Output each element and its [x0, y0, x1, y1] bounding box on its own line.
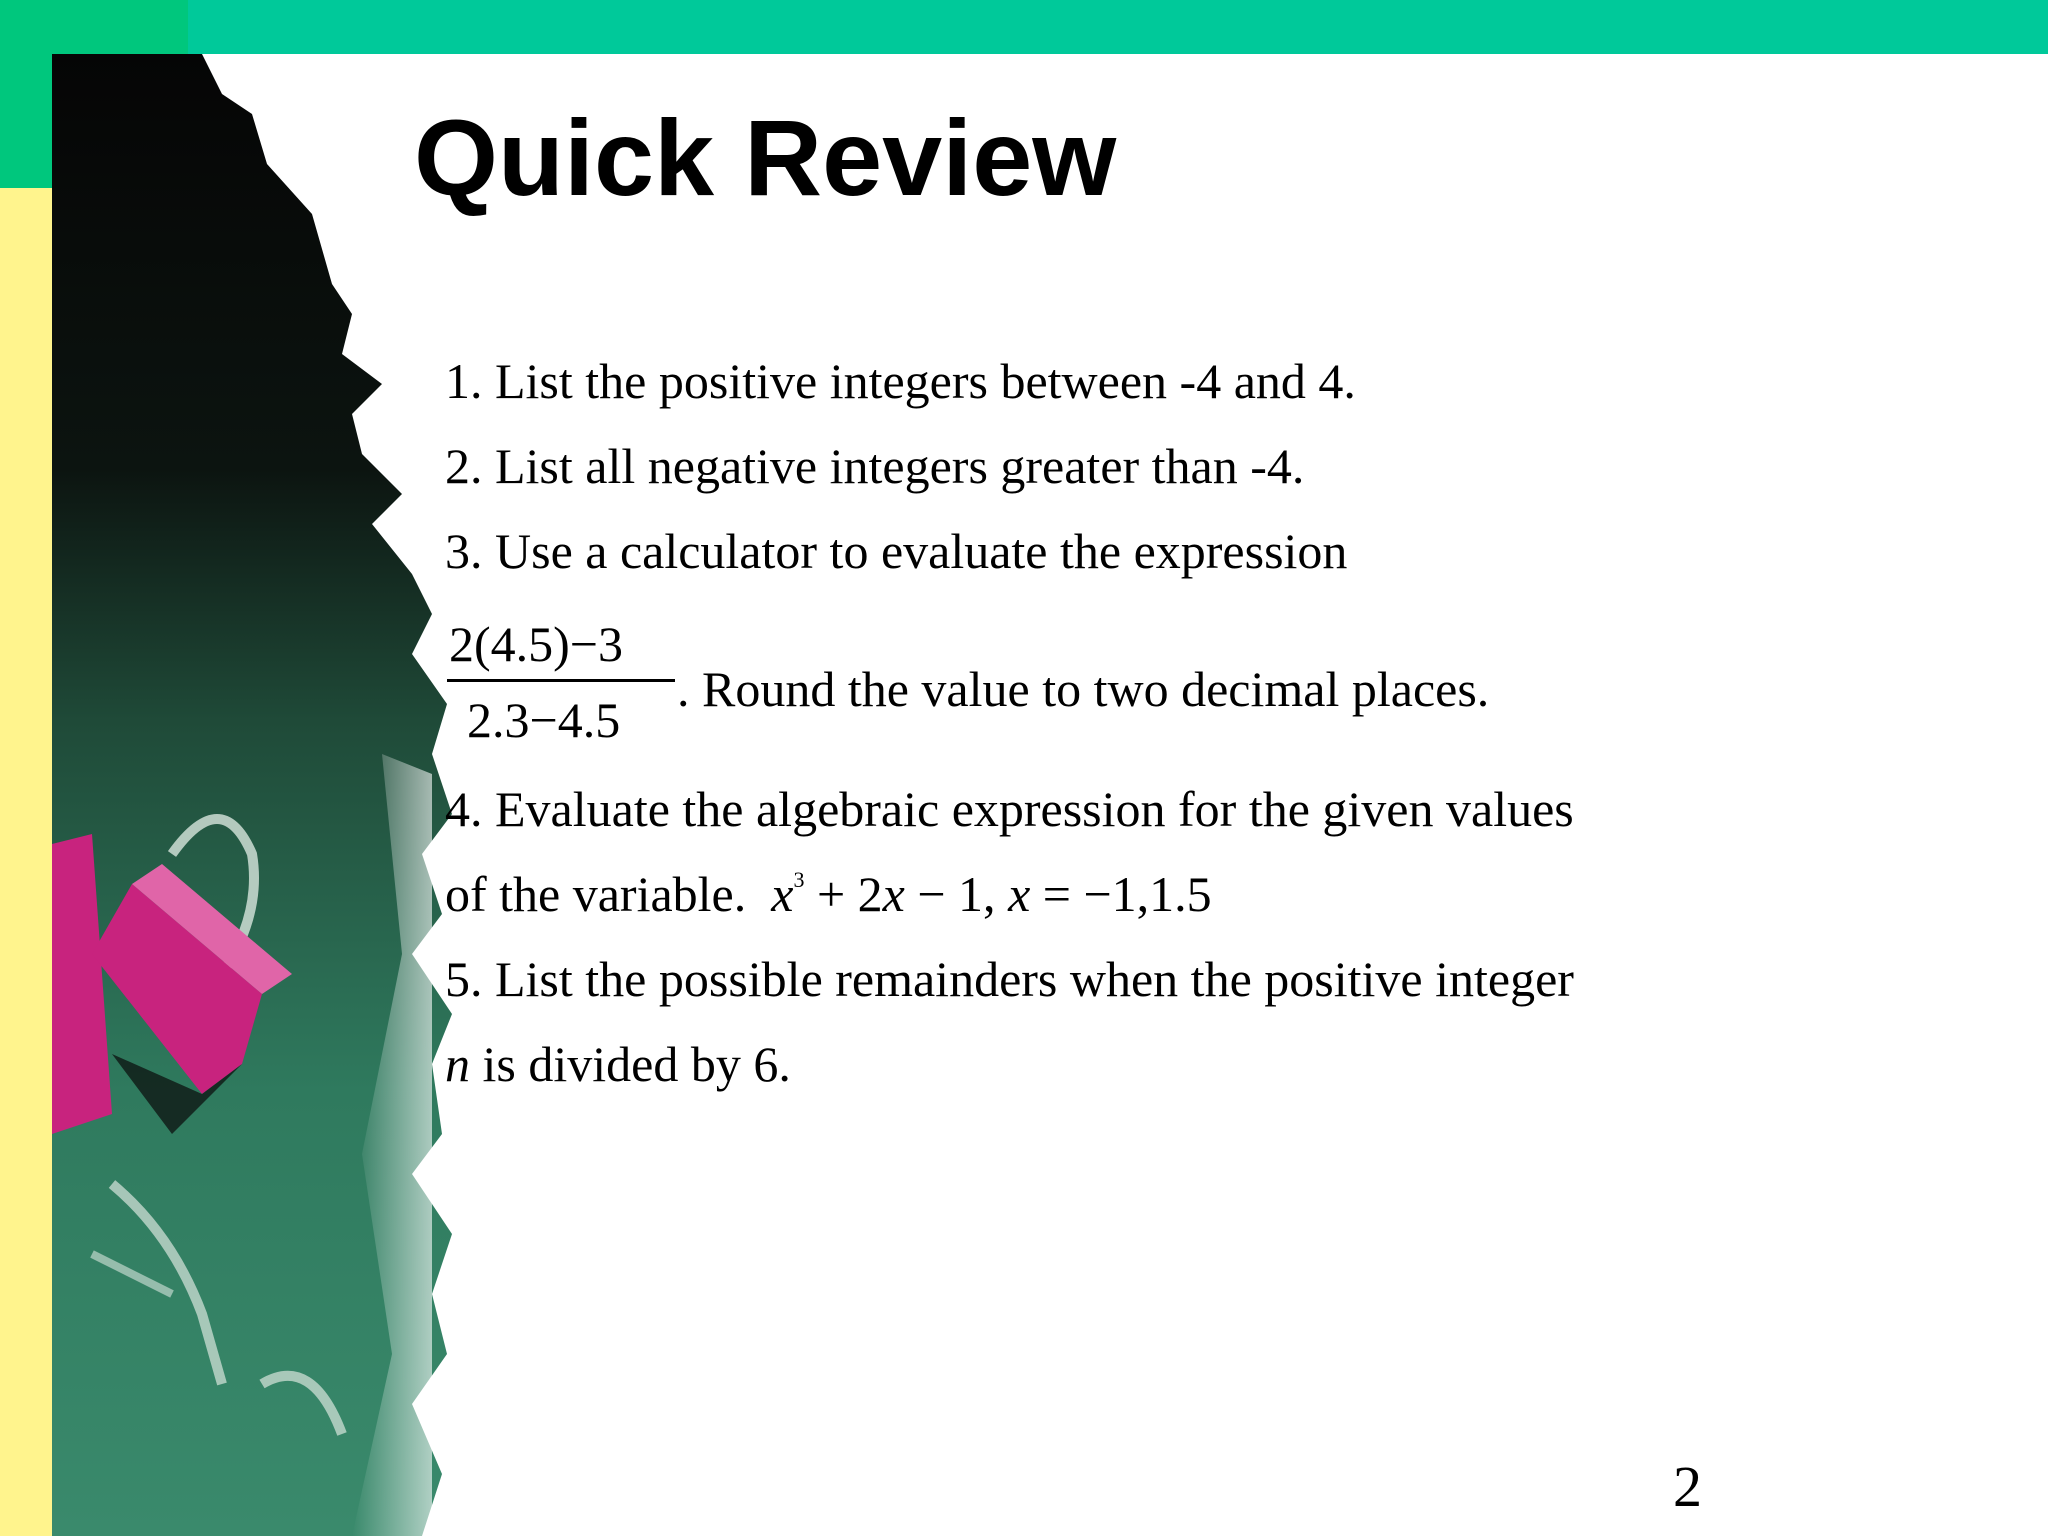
q4-values: = −1,1.5 [1030, 866, 1212, 922]
question-5: 5. List the possible remainders when the positive integer [445, 951, 1574, 1007]
q4-expr-tail: − 1, [904, 866, 1009, 922]
left-yellow-strip [0, 188, 52, 1536]
chalkboard-art-icon [52, 54, 472, 1536]
question-4-expression [445, 866, 1212, 922]
fraction-bar [447, 679, 675, 682]
q4-expr-rest: + 2 [804, 866, 883, 922]
fraction-numerator: 2(4.5)−3 [449, 616, 623, 672]
question-5-cont [445, 1036, 791, 1092]
question-3: 3. Use a calculator to evaluate the expression [445, 523, 1348, 579]
q3-instruction: . Round the value to two decimal places. [677, 661, 1490, 717]
question-4: 4. Evaluate the algebraic expression for the given values [445, 781, 1574, 837]
question-1: 1. List the positive integers between -4 and 4. [445, 353, 1356, 409]
q4-var-x2: x [882, 866, 905, 922]
q4-var-x: x [771, 866, 794, 922]
q4-exponent: 3 [793, 867, 805, 892]
slide-title: Quick Review [414, 97, 1117, 218]
q5-tail: is divided by 6. [470, 1036, 791, 1092]
q4-var-x3: x [1008, 866, 1031, 922]
chalkboard-image [52, 54, 472, 1536]
top-accent-bar [0, 0, 2048, 54]
q5-var-n: n [445, 1036, 470, 1092]
question-2: 2. List all negative integers greater than -4. [445, 438, 1305, 494]
page-number: 2 [1673, 1454, 1702, 1519]
q4-lead-text: of the variable. [445, 866, 747, 922]
fraction-denominator: 2.3−4.5 [467, 692, 621, 748]
